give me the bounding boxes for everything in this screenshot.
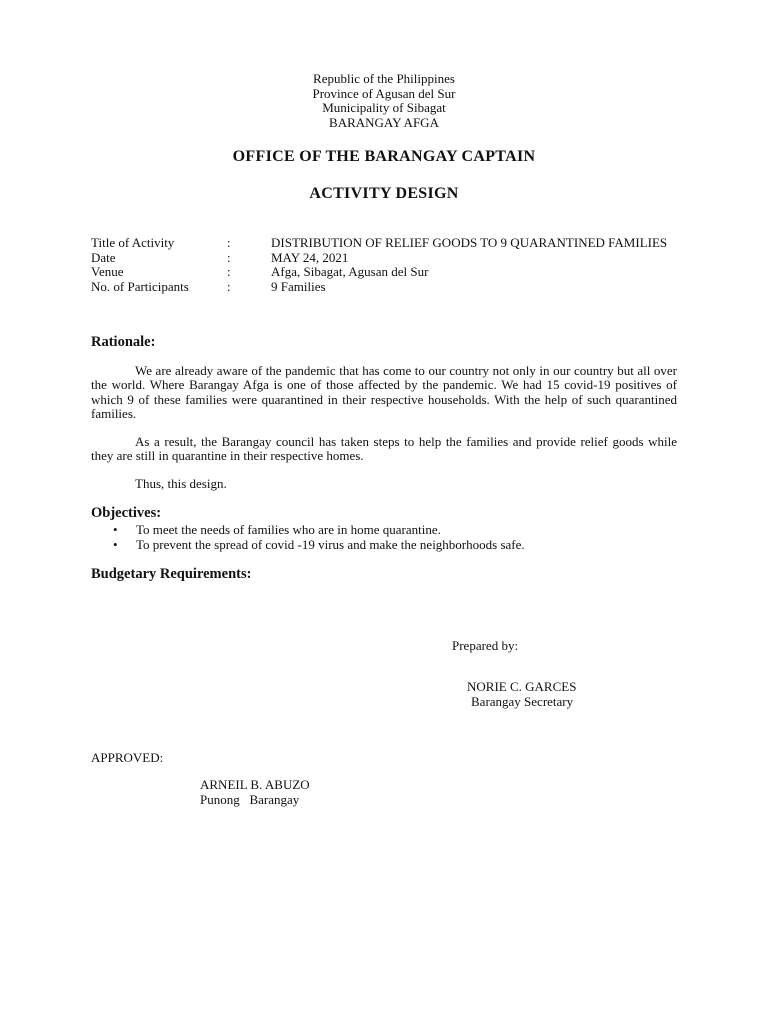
detail-row-participants [91,280,681,295]
rationale-paragraph: We are already aware of the pandemic that has come to our country not only in our country but all over the world. Where Barangay Afga is one of those affected by the pandemic. We had 15 covid-19 positives of which 9 of these families were quarantined in their respective households. With the help of such quarantined families. [91,363,677,421]
letterhead-country: Republic of the Philippines [313,71,455,86]
approved-label: APPROVED: [91,750,164,765]
detail-row-date [91,251,681,266]
bullet-icon: • [113,537,118,552]
objectives-list [91,522,681,552]
objective-text: To meet the needs of families who are in home quarantine. [136,522,441,537]
detail-colon: : [227,249,231,265]
approver-role: Punong Barangay [200,792,300,807]
list-item [91,537,681,552]
activity-details [91,236,681,294]
detail-value: MAY 24, 2021 [271,249,349,265]
preparer-role: Barangay Secretary [471,694,574,709]
letterhead-barangay: BARANGAY AFGA [329,114,439,130]
letterhead-municipality: Municipality of Sibagat [322,100,446,115]
detail-label: Venue [91,264,124,279]
detail-value: Afga, Sibagat, Agusan del Sur [271,264,429,279]
rationale-paragraph: As a result, the Barangay council has taken steps to help the families and provide relief goods while they are still in quarantine in their respective homes. [91,434,677,464]
document-title: ACTIVITY DESIGN [309,185,459,202]
preparer-name: NORIE C. GARCES [467,679,577,694]
list-item [91,522,681,537]
detail-row-title [91,236,681,251]
detail-colon: : [227,278,231,294]
detail-colon: : [227,235,231,250]
detail-value: 9 Families [271,278,326,294]
budget-heading: Budgetary Requirements: [91,566,252,582]
detail-label: Title of Activity [91,235,175,250]
objectives-heading: Objectives: [91,505,162,521]
office-title: OFFICE OF THE BARANGAY CAPTAIN [232,148,536,165]
rationale-heading: Rationale: [91,334,156,350]
detail-row-venue [91,265,681,280]
detail-colon: : [227,264,231,279]
letterhead [0,72,768,130]
approver-name: ARNEIL B. ABUZO [200,777,310,792]
rationale-paragraph: Thus, this design. [135,476,227,491]
prepared-by-label: Prepared by: [452,638,519,653]
detail-label: No. of Participants [91,278,189,294]
bullet-icon: • [113,522,118,537]
objective-text: To prevent the spread of covid -19 virus and make the neighborhoods safe. [136,537,525,552]
letterhead-province: Province of Agusan del Sur [312,85,456,101]
detail-value: DISTRIBUTION OF RELIEF GOODS TO 9 QUARANTINED FAMILIES [271,235,668,250]
detail-label: Date [91,249,116,265]
